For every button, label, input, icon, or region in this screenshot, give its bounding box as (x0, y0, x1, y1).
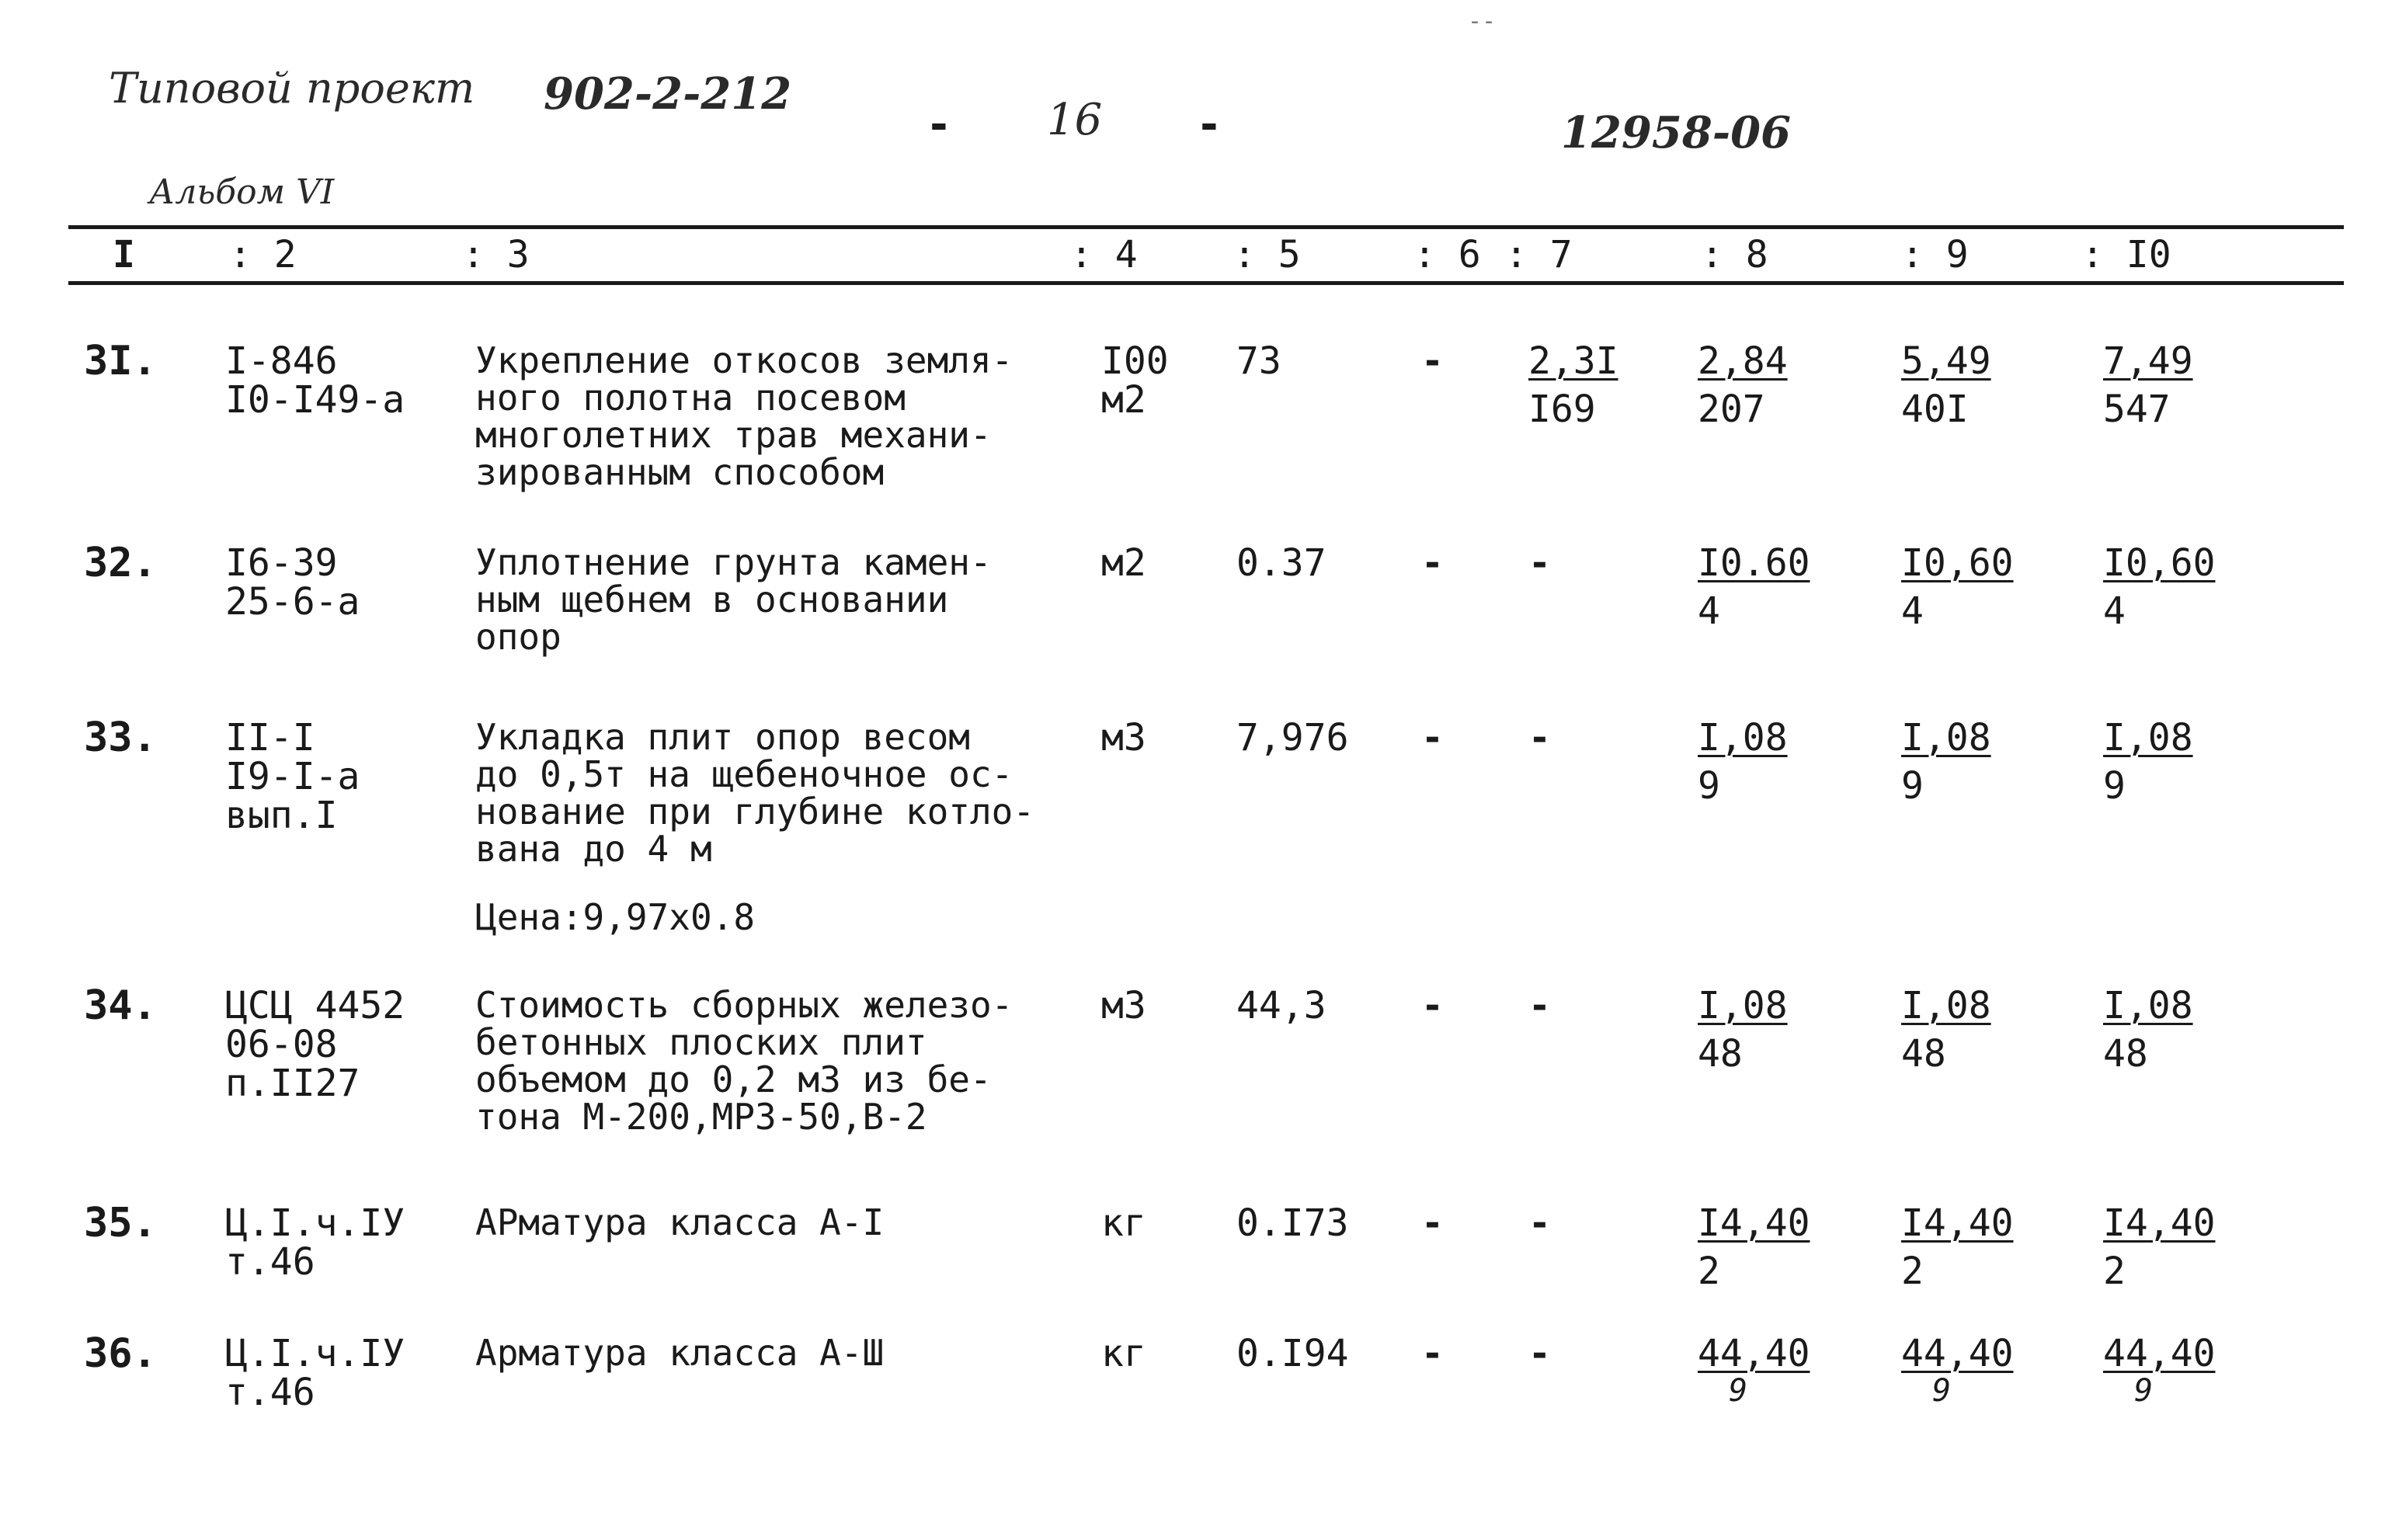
row-code-line: 06-08 (225, 1023, 338, 1066)
row-c7-value: - (1528, 541, 1551, 585)
row-code-line: II-I (225, 716, 315, 760)
row-description-line: АРматура класса А-I (475, 1201, 885, 1243)
row-number: 34. (84, 982, 157, 1029)
row-unit: I00 (1101, 339, 1169, 383)
row-description-line: ного полотна посевом (475, 377, 906, 419)
row-c7-value: - (1528, 1201, 1551, 1245)
column-header-5: : 5 (1233, 233, 1301, 276)
row-code-line: ЦСЦ 4452 (225, 984, 405, 1027)
row-c8-sub: 48 (1698, 1032, 1743, 1076)
row-number: 3I. (84, 338, 157, 384)
row-c10-sub: 547 (2103, 388, 2171, 431)
column-header-6: : 6 (1413, 233, 1481, 276)
row-c8-sub: 2 (1698, 1250, 1720, 1293)
row-code-line: Ц.I.ч.IУ (225, 1201, 405, 1245)
row-c8-value: 44,40 (1698, 1332, 1810, 1375)
row-quantity: 0.I94 (1236, 1332, 1349, 1375)
row-description-line: нование при глубине котло- (475, 791, 1035, 833)
row-code-line: I6-39 (225, 541, 338, 585)
row-c9-sub: 9 (1901, 764, 1924, 808)
row-col6: - (1421, 541, 1444, 585)
row-col6: - (1421, 1201, 1444, 1245)
row-c7-value: 2,3I (1528, 339, 1618, 383)
row-description-line: объемом до 0,2 м3 из бе- (475, 1059, 992, 1100)
row-c7-sub: I69 (1528, 388, 1596, 431)
row-description-line: ным щебнем в основании (475, 579, 949, 621)
row-code-line: Ц.I.ч.IУ (225, 1332, 405, 1375)
row-description-line: до 0,5т на щебеночное ос- (475, 753, 1013, 795)
column-header-7: : 7 (1505, 233, 1573, 276)
row-description-line: Стоимость сборных железо- (475, 984, 1013, 1026)
row-c10-sub: 9 (2103, 764, 2126, 808)
row-c9-value: I0,60 (1901, 541, 2014, 585)
row-quantity: 7,976 (1236, 716, 1349, 760)
row-code-line: т.46 (225, 1240, 315, 1284)
row-c9-sub: 2 (1901, 1250, 1924, 1293)
row-c7-value: - (1528, 1332, 1551, 1375)
page-dash-right: - (1196, 99, 1222, 150)
row-quantity: 0.I73 (1236, 1201, 1349, 1245)
row-c8-sub: 4 (1698, 589, 1720, 633)
column-header-1: I (113, 233, 135, 276)
row-unit: м2 (1101, 378, 1146, 422)
row-description-line: бетонных плоских плит (475, 1021, 927, 1063)
row-c10-value: 7,49 (2103, 339, 2193, 383)
column-header-4: : 4 (1070, 233, 1138, 276)
row-c10-value: I,08 (2103, 716, 2193, 760)
header-top-rule (68, 225, 2344, 229)
row-col6: - (1421, 984, 1444, 1027)
row-description-line: зированным способом (475, 451, 885, 493)
row-c9-sub: 48 (1901, 1032, 1946, 1076)
row-quantity: 44,3 (1236, 984, 1326, 1027)
page-number: 16 (1047, 95, 1103, 145)
row-c9-value: 44,40 (1901, 1332, 2014, 1375)
column-header-10: : I0 (2081, 233, 2171, 276)
row-code-line: I9-I-a (225, 755, 360, 798)
row-col6: - (1421, 1332, 1444, 1375)
row-c9-sub: 9 (1932, 1373, 1952, 1409)
top-mark: -- (1468, 8, 1497, 35)
row-c9-value: I,08 (1901, 984, 1991, 1027)
row-col6: - (1421, 339, 1444, 383)
row-c8-value: I,08 (1698, 984, 1788, 1027)
row-description-line: Укладка плит опор весом (475, 716, 970, 758)
column-header-3: : 3 (462, 233, 530, 276)
row-col6: - (1421, 716, 1444, 760)
row-c9-value: I4,40 (1901, 1201, 2014, 1245)
row-unit: кг (1101, 1201, 1146, 1245)
row-unit: кг (1101, 1332, 1146, 1375)
row-number: 32. (84, 540, 157, 586)
row-number: 35. (84, 1200, 157, 1246)
row-c10-value: 44,40 (2103, 1332, 2216, 1375)
row-description-line: тона М-200,МРЗ-50,В-2 (475, 1096, 927, 1138)
row-unit: м3 (1101, 984, 1146, 1027)
row-description-line: Укрепление откосов земля- (475, 339, 1013, 381)
row-c10-sub: 4 (2103, 589, 2126, 633)
row-code-line: т.46 (225, 1371, 315, 1414)
row-price-note: Цена:9,97х0.8 (475, 896, 756, 938)
album-label: Альбом VI (149, 172, 335, 212)
document-number: 12958-06 (1561, 107, 1791, 158)
page-dash-left: - (926, 99, 952, 150)
project-label: Типовой проект (109, 64, 475, 113)
row-number: 33. (84, 714, 157, 761)
row-c9-value: I,08 (1901, 716, 1991, 760)
row-number: 36. (84, 1330, 157, 1377)
row-code-line: вып.I (225, 794, 338, 837)
project-code: 902-2-212 (544, 68, 792, 120)
column-header-8: : 8 (1701, 233, 1768, 276)
row-c8-value: I4,40 (1698, 1201, 1810, 1245)
row-unit: м2 (1101, 541, 1146, 585)
row-code-line: I-846 (225, 339, 338, 383)
row-c7-value: - (1528, 716, 1551, 760)
row-c8-value: I,08 (1698, 716, 1788, 760)
row-description-line: вана до 4 м (475, 828, 712, 870)
row-c8-value: 2,84 (1698, 339, 1788, 383)
row-c8-value: I0.60 (1698, 541, 1810, 585)
row-c8-sub: 207 (1698, 388, 1765, 431)
row-c9-value: 5,49 (1901, 339, 1991, 383)
row-code-line: 25-6-a (225, 580, 360, 624)
row-c8-sub: 9 (1729, 1373, 1748, 1409)
row-description-line: Арматура класса А-Ш (475, 1332, 885, 1374)
row-c10-value: I0,60 (2103, 541, 2216, 585)
row-quantity: 73 (1236, 339, 1281, 383)
row-c9-sub: 4 (1901, 589, 1924, 633)
column-header-9: : 9 (1901, 233, 1969, 276)
row-description-line: многолетних трав механи- (475, 414, 992, 456)
row-description-line: опор (475, 616, 561, 658)
row-c9-sub: 40I (1901, 388, 1969, 431)
column-header-2: : 2 (229, 233, 297, 276)
row-c10-sub: 48 (2103, 1032, 2148, 1076)
row-quantity: 0.37 (1236, 541, 1326, 585)
row-code-line: п.II27 (225, 1062, 360, 1105)
row-c7-value: - (1528, 984, 1551, 1027)
row-description-line: Уплотнение грунта камен- (475, 541, 992, 583)
row-c10-sub: 2 (2103, 1250, 2126, 1293)
row-c10-value: I,08 (2103, 984, 2193, 1027)
row-code-line: I0-I49-a (225, 378, 405, 422)
header-bottom-rule (68, 281, 2344, 285)
row-c8-sub: 9 (1698, 764, 1720, 808)
row-c10-value: I4,40 (2103, 1201, 2216, 1245)
row-unit: м3 (1101, 716, 1146, 760)
row-c10-sub: 9 (2134, 1373, 2154, 1409)
